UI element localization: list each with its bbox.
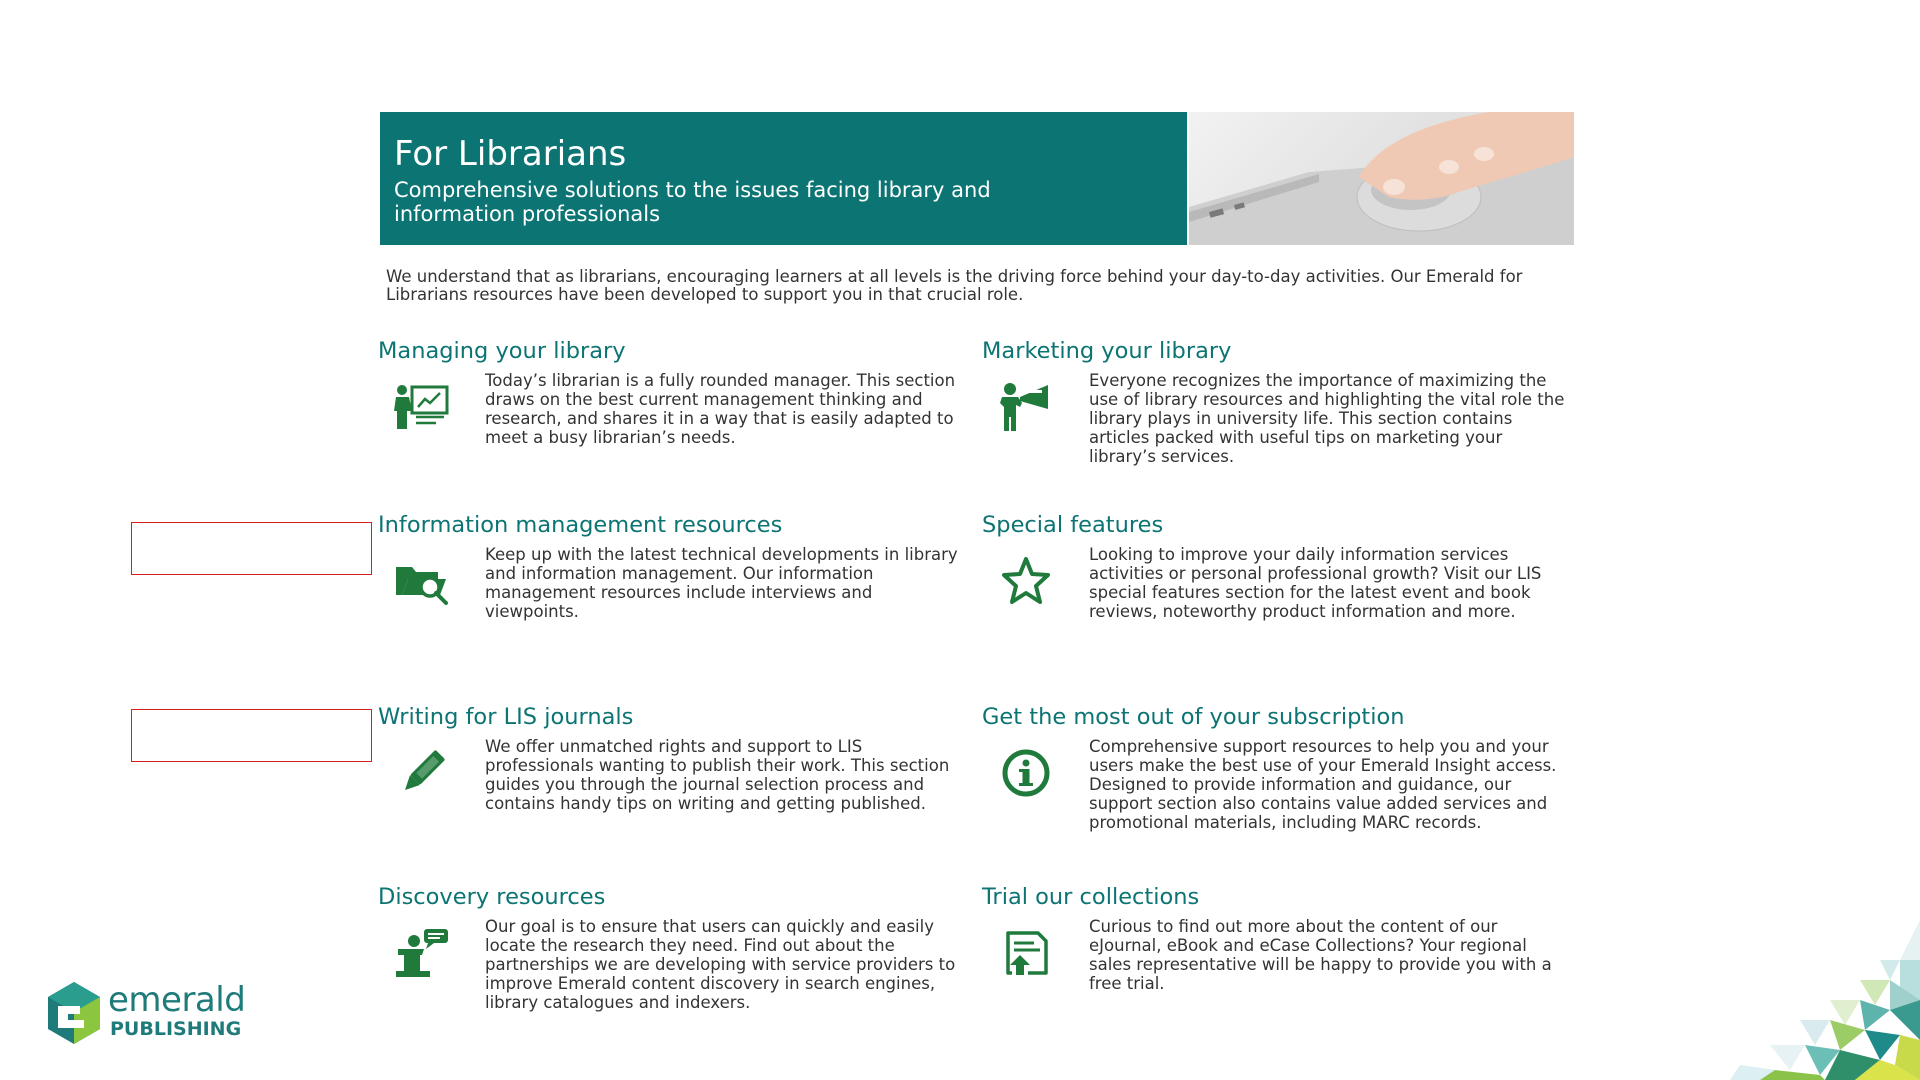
document-upload-icon	[998, 927, 1054, 979]
section-title: Trial our collections	[982, 884, 1200, 910]
emerald-hexagon-icon	[44, 980, 104, 1046]
section-body: Everyone recognizes the importance of maximizing the use of library resources and highlighting the vital role the library plays in university life. This section contains articles packed with useful tips on marketing your library’s services.	[1089, 371, 1565, 466]
intro-text: We understand that as librarians, encouraging learners at all levels is the driving force behind your day-to-day activities. Our Emerald for Librarians resources have been developed to support you in that crucial role.	[386, 267, 1523, 304]
star-icon	[998, 555, 1054, 607]
section-trial-collections	[982, 883, 1572, 993]
section-discovery-resources	[378, 883, 968, 1012]
section-writing-lis-journals	[378, 703, 968, 813]
logo-subtitle: PUBLISHING	[110, 1018, 242, 1040]
folder-search-icon	[394, 555, 450, 607]
section-title: Special features	[982, 512, 1164, 538]
section-body: We offer unmatched rights and support to LIS professionals wanting to publish their work. This section guides you through the journal selection process and contains handy tips on writing and getting published.	[485, 737, 950, 813]
section-special-features	[982, 511, 1572, 621]
emerald-publishing-logo	[44, 980, 244, 1050]
section-title: Marketing your library	[982, 338, 1232, 364]
pencil-icon	[394, 747, 450, 799]
banner-title: For Librarians	[394, 134, 627, 174]
section-body: Curious to find out more about the content of our eJournal, eBook and eCase Collections? Your regional sales representative will be happy to provide you with a free trial.	[1089, 917, 1552, 993]
section-body: Looking to improve your daily information services activities or personal professional growth? Visit our LIS special features section for the latest event and book reviews, noteworthy product information and more.	[1089, 545, 1542, 621]
section-body: Our goal is to ensure that users can quickly and easily locate the research they need. Find out about the partnerships we are developing with service providers to improve Emerald content discovery in search engines, library catalogues and indexers.	[485, 917, 956, 1012]
megaphone-person-icon	[998, 381, 1054, 433]
section-information-management	[378, 511, 968, 621]
section-body: Keep up with the latest technical developments in library and information management. Our information management resources include interviews and viewpoints.	[485, 545, 958, 621]
presenter-board-icon	[394, 381, 450, 433]
speaker-chat-icon	[394, 927, 450, 979]
section-title: Managing your library	[378, 338, 626, 364]
banner-subtitle: Comprehensive solutions to the issues facing library and information professionals	[394, 178, 991, 226]
section-title: Writing for LIS journals	[378, 704, 634, 730]
decorative-triangles	[1600, 920, 1920, 1080]
highlight-box	[131, 709, 372, 762]
section-body: Comprehensive support resources to help you and your users make the best use of your Emerald Insight access. Designed to provide information and guidance, our support section also contains value added services and promotional materials, including MARC records.	[1089, 737, 1557, 832]
section-body: Today’s librarian is a fully rounded manager. This section draws on the best current management thinking and research, and shares it in a way that is easily adapted to meet a busy librarian’s needs.	[485, 371, 956, 447]
section-title: Discovery resources	[378, 884, 606, 910]
highlight-box	[131, 522, 372, 575]
banner	[380, 112, 1187, 245]
section-marketing-library	[982, 337, 1572, 466]
section-title: Get the most out of your subscription	[982, 704, 1405, 730]
logo-wordmark: emerald	[108, 980, 246, 1020]
section-managing-library	[378, 337, 968, 447]
banner-photo-hand-mouse	[1189, 112, 1574, 245]
section-title: Information management resources	[378, 512, 783, 538]
info-icon	[998, 747, 1054, 799]
section-subscription	[982, 703, 1572, 832]
